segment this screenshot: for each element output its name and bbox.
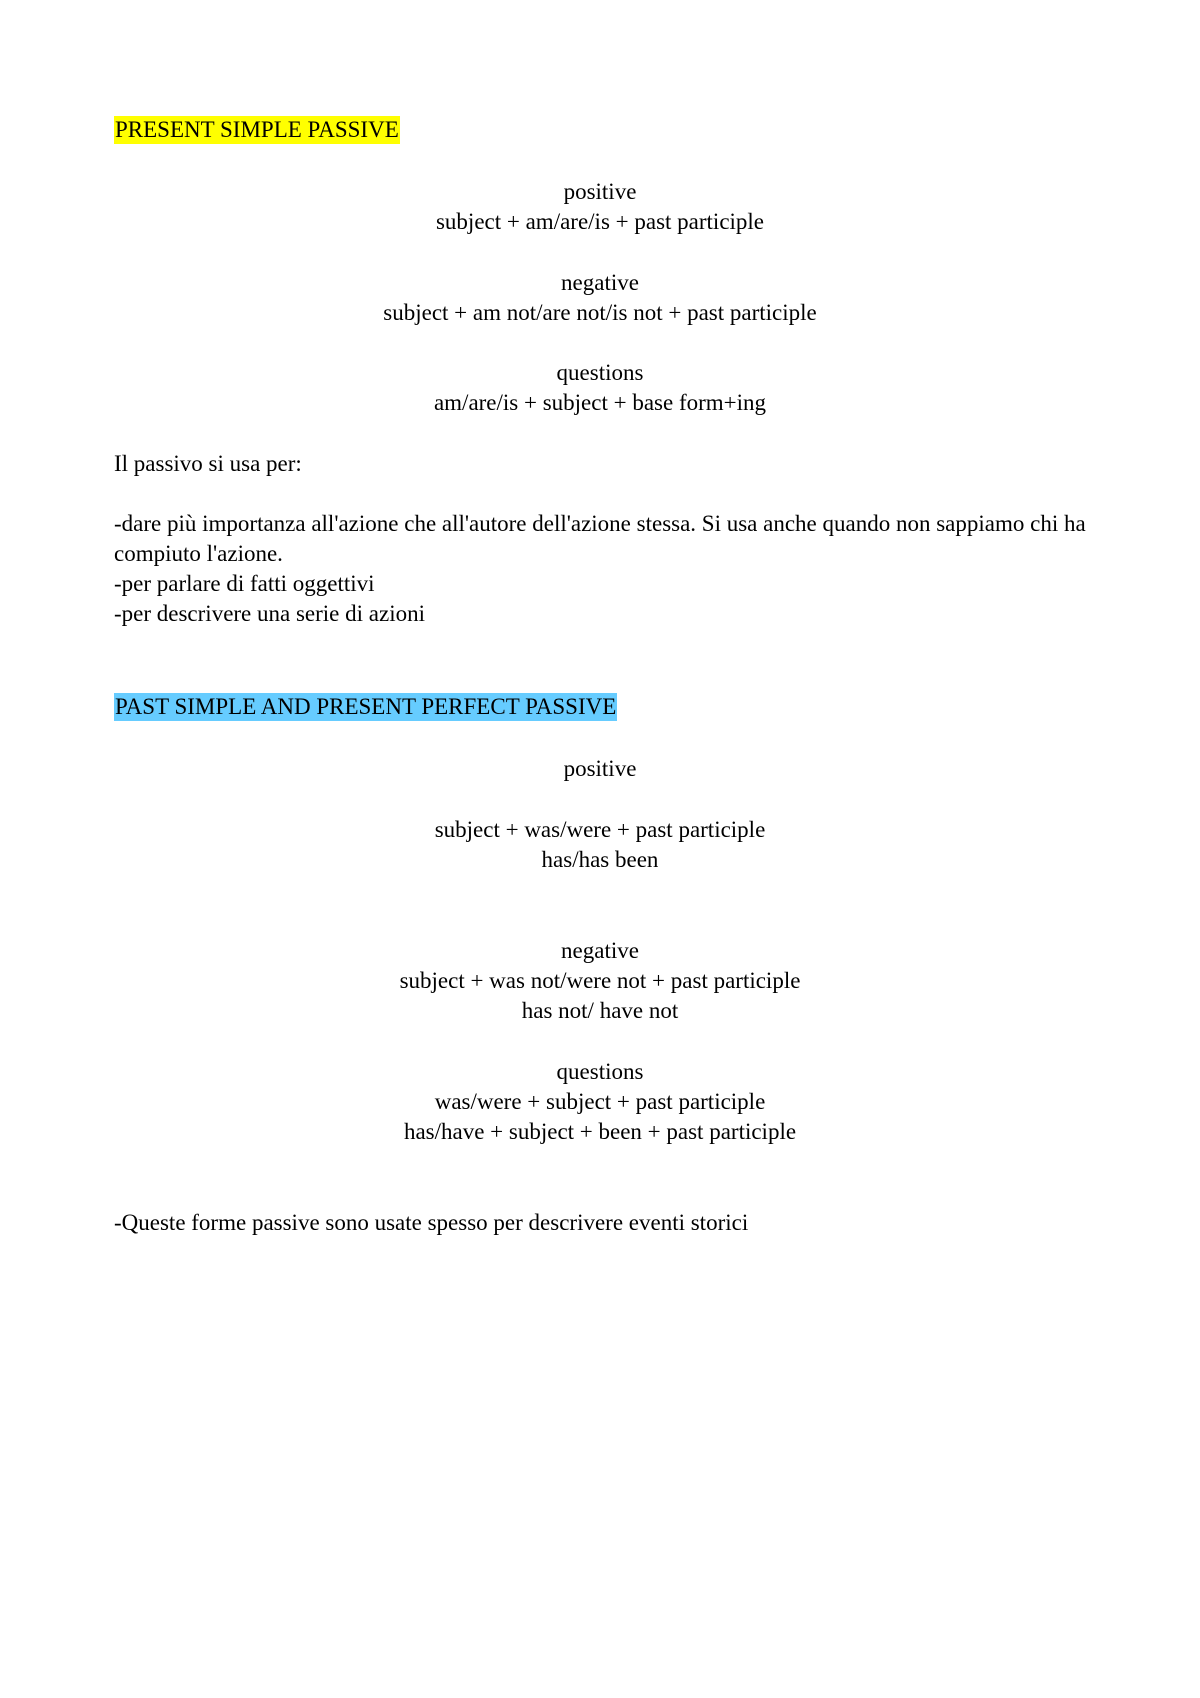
questions-label: questions xyxy=(556,1059,644,1084)
note: -Queste forme passive sono usate spesso per descrivere eventi storici xyxy=(114,1210,749,1235)
uses-item: -per parlare di fatti oggettivi xyxy=(114,571,375,596)
uses-intro: Il passivo si usa per: xyxy=(114,451,302,476)
negative-label: negative xyxy=(561,938,639,963)
section-title-present-simple-passive: PRESENT SIMPLE PASSIVE xyxy=(115,117,399,142)
negative-formula: subject + was not/were not + past participle xyxy=(399,968,801,993)
questions-formula: was/were + subject + past participle xyxy=(434,1089,766,1114)
positive-formula-alt: has/has been xyxy=(541,847,659,872)
positive-formula: subject + was/were + past participle xyxy=(434,817,766,842)
positive-formula: subject + am/are/is + past participle xyxy=(435,209,765,234)
positive-label: positive xyxy=(563,179,637,204)
questions-formula-alt: has/have + subject + been + past participle xyxy=(403,1119,797,1144)
questions-formula: am/are/is + subject + base form+ing xyxy=(433,390,767,415)
negative-formula-alt: has not/ have not xyxy=(521,998,679,1023)
uses-item: -per descrivere una serie di azioni xyxy=(114,601,425,626)
questions-label: questions xyxy=(556,360,644,385)
negative-label: negative xyxy=(561,270,639,295)
negative-formula: subject + am not/are not/is not + past participle xyxy=(383,300,817,325)
positive-label: positive xyxy=(563,756,637,781)
uses-item: -dare più importanza all'azione che all'autore dell'azione stessa. Si usa anche quando non sappiamo chi ha compiuto l'azione. xyxy=(114,511,1086,566)
section-title-past-simple-present-perfect-passive: PAST SIMPLE AND PRESENT PERFECT PASSIVE xyxy=(115,694,617,719)
